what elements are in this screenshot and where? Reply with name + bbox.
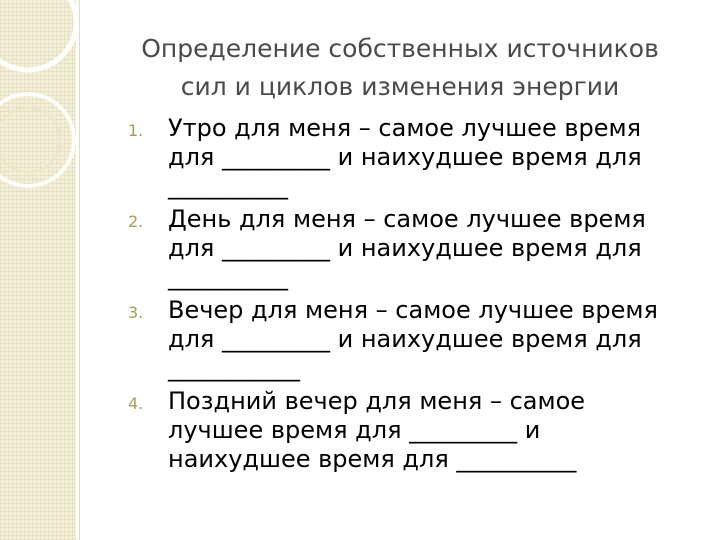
list-item (128, 205, 698, 292)
decorative-circles-icon (0, 0, 76, 540)
item-text: Утро для меня – самое лучшее время для _________ и наихудшее время для __________ (168, 114, 642, 200)
item-number: 4. (128, 394, 144, 413)
list-item (128, 296, 698, 383)
side-divider (79, 0, 80, 540)
list-item (128, 387, 698, 474)
decorative-side-band (0, 0, 76, 540)
item-number: 2. (128, 212, 144, 231)
item-text: Вечер для меня – самое лучшее время для _________ и наихудшее время для ___________ (168, 296, 658, 382)
item-number: 3. (128, 303, 144, 322)
item-text: Поздний вечер для меня – самое лучшее время для _________ и наихудшее время для __________ (168, 387, 586, 473)
item-number: 1. (128, 121, 144, 140)
list-item (128, 114, 698, 201)
item-text: День для меня – самое лучшее время для _________ и наихудшее время для __________ (168, 205, 646, 291)
title-line-1: Определение собственных источников (141, 34, 659, 63)
page-title (110, 30, 690, 106)
title-line-2: сил и циклов изменения энергии (180, 72, 620, 101)
task-list (128, 114, 698, 478)
